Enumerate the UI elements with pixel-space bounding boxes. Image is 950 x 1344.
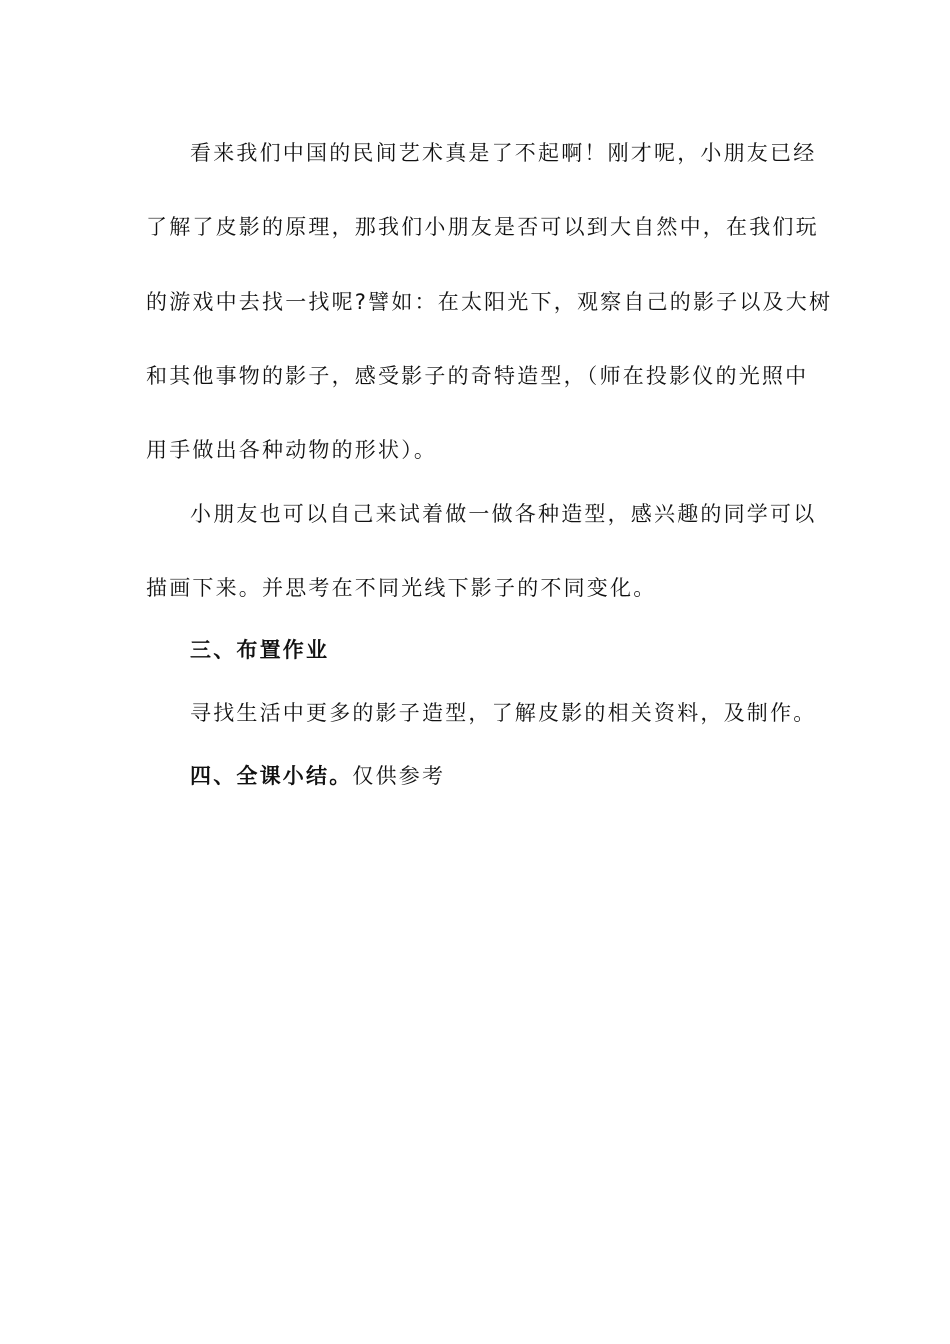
paragraph-2-line-1: 小朋友也可以自己来试着做一做各种造型，感兴趣的同学可以 [190,502,817,526]
section-3-heading: 三、布置作业 [190,638,330,662]
paragraph-1-line-2: 了解了皮影的原理，那我们小朋友是否可以到大自然中，在我们玩 [146,215,819,239]
paragraph-1-line-4: 和其他事物的影子，感受影子的奇特造型，（师在投影仪的光照中 [146,364,809,388]
paragraph-1-line-5: 用手做出各种动物的形状）。 [146,438,438,462]
section-4-note: 仅供参考 [352,764,446,788]
paragraph-1-line-1: 看来我们中国的民间艺术真是了不起啊！刚才呢，小朋友已经 [190,141,817,165]
section-4-heading: 四、全课小结。 [190,764,353,788]
section-4-line [190,762,445,790]
paragraph-2-line-2: 描画下来。并思考在不同光线下影子的不同变化。 [146,576,657,600]
paragraph-1-line-3: 的游戏中去找一找呢?譬如：在太阳光下，观察自己的影子以及大树 [146,290,833,314]
section-3-body: 寻找生活中更多的影子造型，了解皮影的相关资料，及制作。 [190,701,817,725]
